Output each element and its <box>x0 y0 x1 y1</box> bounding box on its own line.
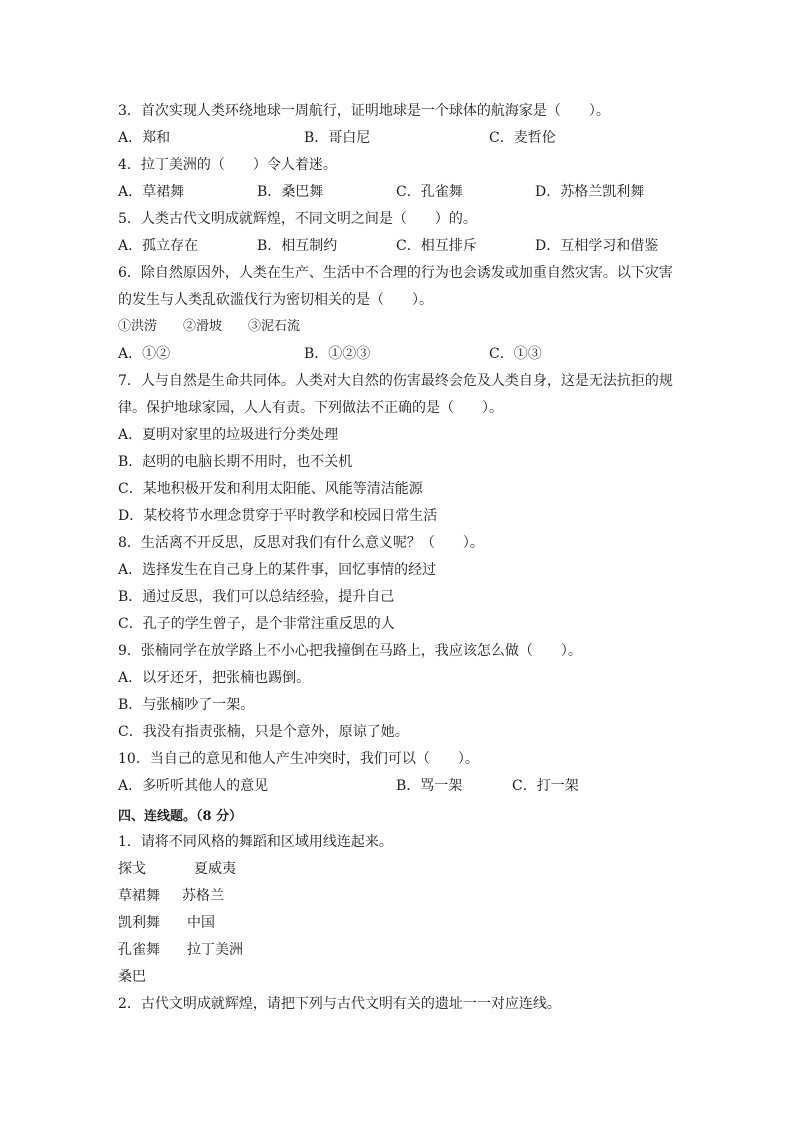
q10-stem: 10．当自己的意见和他人产生冲突时，我们可以（ ）。 <box>118 751 479 767</box>
q4-option-a: A．草裙舞 <box>118 184 185 200</box>
q10-option-b: B．骂一架 <box>396 778 463 794</box>
match-left-2: 草裙舞 <box>118 888 160 904</box>
section4-title: 四、连线题。（8 分） <box>118 809 243 824</box>
s4-q2-stem: 2．古代文明成就辉煌，请把下列与古代文明有关的遗址一一对应连线。 <box>118 996 561 1012</box>
match-right-4: 拉丁美洲 <box>187 942 243 958</box>
q7-option-d: D．某校将节水理念贯穿于平时教学和校园日常生活 <box>118 508 438 524</box>
q9-option-a: A．以牙还牙，把张楠也踢倒。 <box>118 670 311 686</box>
q6-option-a: A．①② <box>118 346 171 362</box>
q7-option-a: A．夏明对家里的垃圾进行分类处理 <box>118 427 339 443</box>
q6-option-c: C．①③ <box>489 346 542 362</box>
q5-option-c: C．相互排斥 <box>396 238 477 254</box>
q4-stem: 4．拉丁美洲的（ ）令人着迷。 <box>118 157 337 173</box>
match-left-3: 凯利舞 <box>118 915 160 931</box>
q5-stem: 5．人类古代文明成就辉煌，不同文明之间是（ ）的。 <box>118 211 477 227</box>
q7-option-c: C．某地积极开发和利用太阳能、风能等清洁能源 <box>118 481 423 497</box>
match-left-1: 探戈 <box>118 861 146 877</box>
q5-option-d: D．互相学习和借鉴 <box>535 238 659 254</box>
match-right-1: 夏威夷 <box>194 861 236 877</box>
q10-option-c: C．打一架 <box>512 778 579 794</box>
q8-stem: 8．生活离不开反思，反思对我们有什么意义呢？（ ）。 <box>118 535 484 551</box>
q9-stem: 9．张楠同学在放学路上不小心把我撞倒在马路上，我应该怎么做（ ）。 <box>118 643 582 659</box>
match-left-4: 孔雀舞 <box>118 942 160 958</box>
q4-option-b: B．桑巴舞 <box>257 184 324 200</box>
q10-option-a: A．多听听其他人的意见 <box>118 778 269 794</box>
q9-option-c: C．我没有指责张楠，只是个意外，原谅了她。 <box>118 724 409 740</box>
q7-option-b: B．赵明的电脑长期不用时，也不关机 <box>118 454 353 470</box>
q8-option-c: C．孔子的学生曾子，是个非常注重反思的人 <box>118 616 395 632</box>
match-left-5: 桑巴 <box>118 969 146 985</box>
q9-option-b: B．与张楠吵了一架。 <box>118 697 255 713</box>
q4-option-d: D．苏格兰凯利舞 <box>535 184 645 200</box>
q3-option-a: A．郑和 <box>118 130 171 146</box>
match-right-3: 中国 <box>187 915 215 931</box>
q4-option-c: C．孔雀舞 <box>396 184 463 200</box>
q6-option-b: B．①②③ <box>304 346 371 362</box>
q8-option-a: A．选择发生在自己身上的某件事，回忆事情的经过 <box>118 562 437 578</box>
q8-option-b: B．通过反思，我们可以总结经验，提升自己 <box>118 589 395 605</box>
q3-option-c: C．麦哲伦 <box>489 130 556 146</box>
q7-stem-line1: 7．人与自然是生命共同体。人类对大自然的伤害最终会危及人类自身，这是无法抗拒的规 <box>118 373 673 389</box>
q5-option-a: A．孤立存在 <box>118 238 199 254</box>
q7-stem-line2: 律。保护地球家园，人人有责。下列做法不正确的是（ ）。 <box>118 400 503 416</box>
s4-q1-stem: 1．请将不同风格的舞蹈和区域用线连起来。 <box>118 834 393 850</box>
q5-option-b: B．相互制约 <box>257 238 338 254</box>
q3-option-b: B．哥白尼 <box>304 130 371 146</box>
q6-stem-line2: 的发生与人类乱砍滥伐行为密切相关的是（ ）。 <box>118 292 433 308</box>
q3-stem: 3．首次实现人类环绕地球一周航行，证明地球是一个球体的航海家是（ ）。 <box>118 103 610 119</box>
match-right-2: 苏格兰 <box>182 888 224 904</box>
q6-items: ①洪涝 ②滑坡 ③泥石流 <box>118 319 301 334</box>
q6-stem-line1: 6．除自然原因外，人类在生产、生活中不合理的行为也会诱发或加重自然灾害。以下灾害 <box>118 265 673 281</box>
